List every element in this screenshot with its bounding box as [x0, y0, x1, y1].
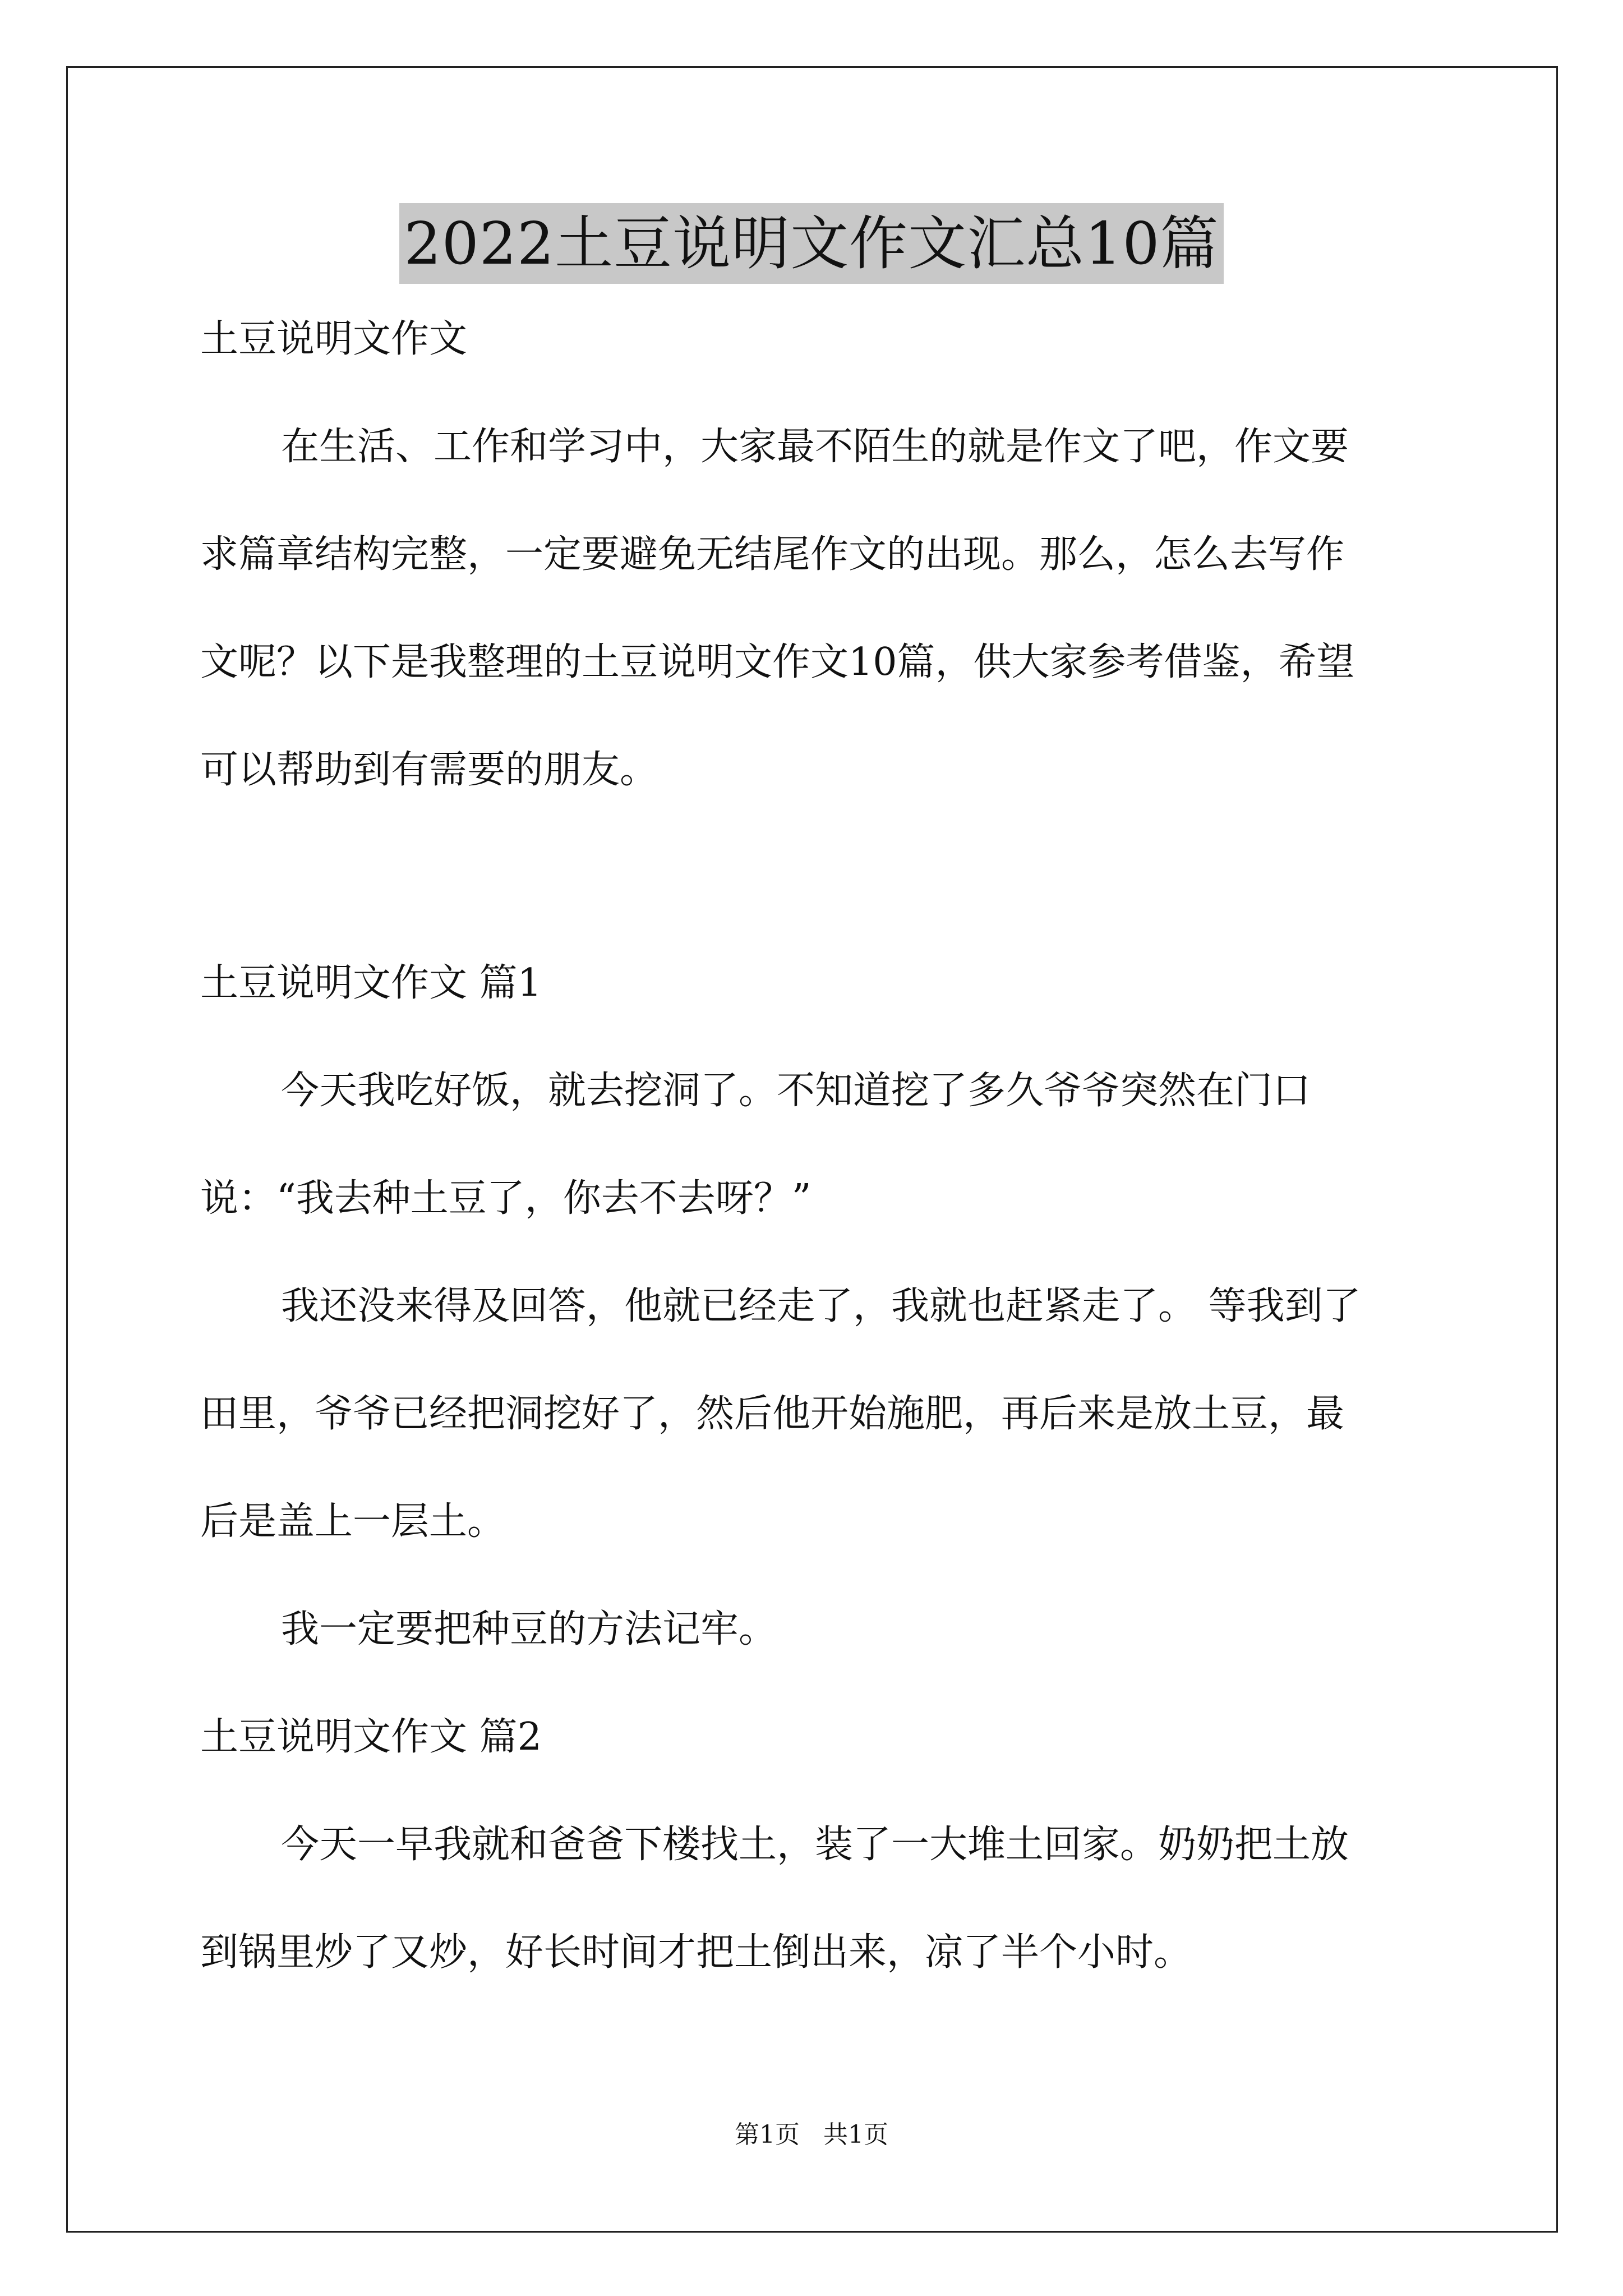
page-total: 共1页: [823, 2120, 888, 2149]
paragraph-line: 后是盖上一层土。: [200, 1499, 506, 1544]
paragraph-line: 我一定要把种豆的方法记牢。: [281, 1607, 777, 1651]
paragraph-line: 文呢？以下是我整理的土豆说明文作文10篇，供大家参考借鉴，希望: [200, 640, 1355, 684]
page-number: 第1页: [735, 2120, 800, 2149]
section-heading: 土豆说明文作文: [200, 317, 468, 361]
paragraph-line: 在生活、工作和学习中，大家最不陌生的就是作文了吧，作文要: [281, 425, 1349, 469]
paragraph-line: 到锅里炒了又炒，好长时间才把土倒出来，凉了半个小时。: [200, 1930, 1192, 1975]
paragraph-line: 求篇章结构完整，一定要避免无结尾作文的出现。那么，怎么去写作: [200, 532, 1345, 577]
paragraph-line: 今天一早我就和爸爸下楼找土，装了一大堆土回家。奶奶把土放: [281, 1823, 1349, 1867]
paragraph-line: 说：“我去种土豆了，你去不去呀？”: [200, 1176, 811, 1221]
page-footer: [0, 2118, 1623, 2152]
title-container: [0, 203, 1623, 284]
section-heading: 土豆说明文作文 篇2: [200, 1715, 542, 1759]
section-heading: 土豆说明文作文 篇1: [200, 961, 542, 1005]
paragraph-line: 可以帮助到有需要的朋友。: [200, 748, 658, 792]
paragraph-line: 我还没来得及回答，他就已经走了，我就也赶紧走了。 等我到了: [281, 1284, 1361, 1328]
paragraph-line: 田里，爷爷已经把洞挖好了，然后他开始施肥，再后来是放土豆，最: [200, 1392, 1345, 1436]
paragraph-line: 今天我吃好饭，就去挖洞了。不知道挖了多久爷爷突然在门口: [281, 1069, 1311, 1113]
page-border: [66, 66, 1558, 2233]
document-title: 2022土豆说明文作文汇总10篇: [399, 203, 1223, 284]
